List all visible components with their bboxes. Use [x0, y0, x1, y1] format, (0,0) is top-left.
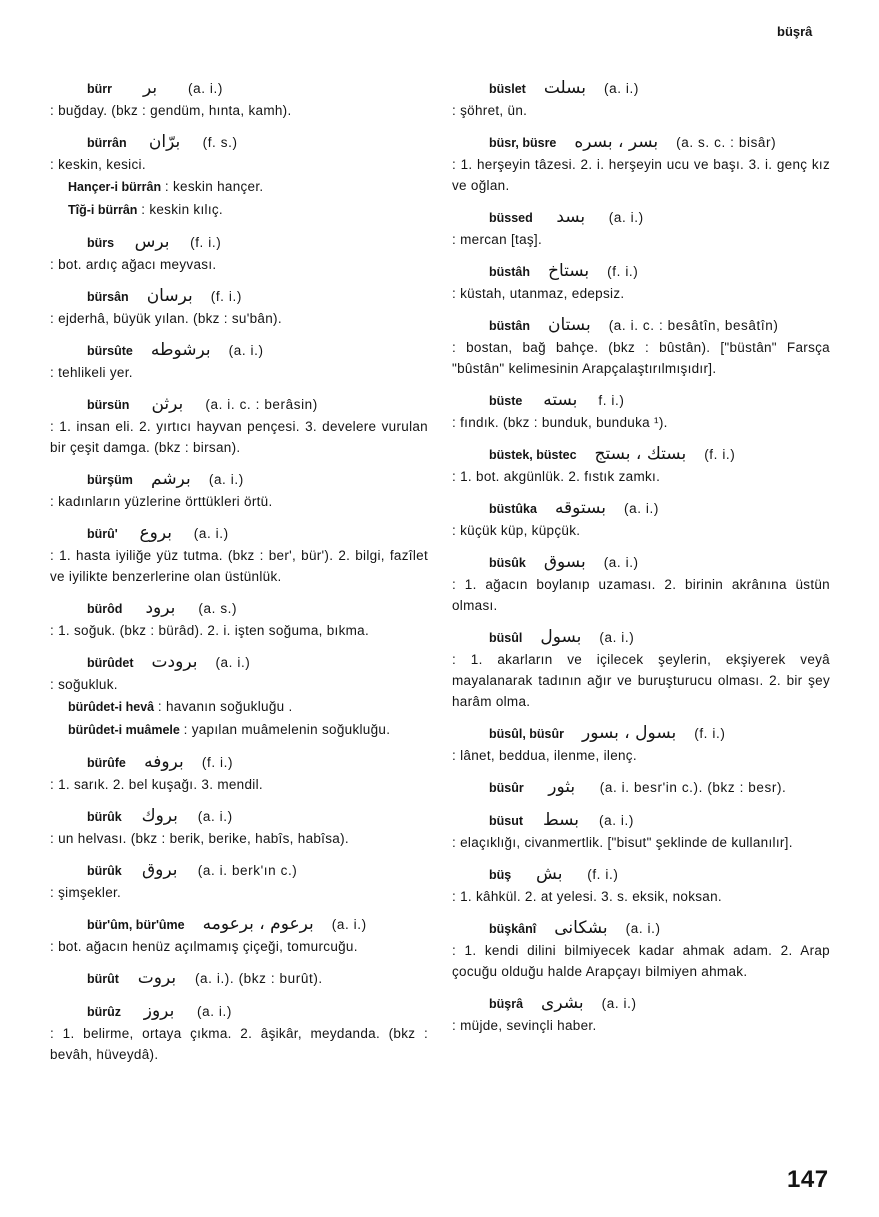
entry-grammar: (a. i.). (bkz : burût). [194, 971, 323, 986]
entry-arabic-script: بش [536, 864, 563, 884]
entry-grammar: (f. i.) [587, 867, 619, 882]
sub-entry [50, 696, 428, 718]
entry-lemma: büslet [489, 82, 526, 96]
entry-lemma: bürs [87, 236, 115, 250]
entry-lemma: büşrâ [489, 997, 524, 1011]
entry-definition: : fındık. (bkz : bunduk, bunduka ¹). [452, 415, 668, 430]
entry-grammar: (a. i. c. : besâtîn, besâtîn) [608, 318, 779, 333]
entry-lemma: bürrân [87, 136, 127, 150]
entry-definition: : ejderhâ, büyük yılan. (bkz : su'bân). [50, 311, 282, 326]
entry-lemma: bürôd [87, 602, 123, 616]
entry-grammar: (a. i.) [625, 921, 661, 936]
entry-headline [452, 627, 830, 649]
entry-headline [452, 552, 830, 574]
entry-lemma: bürşüm [87, 473, 133, 487]
sub-entry [50, 719, 428, 741]
entry-lemma: büsûr [489, 781, 524, 795]
dictionary-entry [50, 806, 428, 849]
entry-headline [452, 261, 830, 283]
entry-lemma: büstân [489, 319, 530, 333]
entry-definition: : lânet, beddua, ilenme, ilenç. [452, 748, 637, 763]
entry-definition: : mercan [taş]. [452, 232, 543, 247]
entry-headline [50, 860, 428, 882]
entry-grammar: (f. i.) [190, 235, 222, 250]
entry-lemma: bürr [87, 82, 112, 96]
entry-arabic-script: برّان [148, 132, 181, 152]
entry-definition: : 1. kendi dilini bilmiyecek kadar ahmak adam. 2. Arap çocuğu olduğu halde Arapçayı bilmiyen ahmak. [452, 943, 830, 979]
entry-lemma: bürût [87, 972, 119, 986]
dictionary-entry [50, 1001, 428, 1065]
sub-entry-definition: : yapılan muâmelenin soğukluğu. [183, 722, 391, 737]
entry-lemma: büstâh [489, 265, 530, 279]
entry-lemma: bürûfe [87, 756, 126, 770]
entry-headline [452, 993, 830, 1015]
entry-definition: : 1. ağacın boylanıp uzaması. 2. birinin akrânına üstün olması. [452, 577, 830, 613]
dictionary-entry [452, 261, 830, 304]
entry-headline [452, 444, 830, 466]
entry-definition: : 1. herşeyin tâzesi. 2. i. herşeyin ucu ve başı. 3. i. genç kız ve oğlan. [452, 157, 830, 193]
entry-lemma: büsut [489, 814, 524, 828]
dictionary-entry [452, 78, 830, 121]
entry-definition: : 1. bot. akgünlük. 2. fıstık zamkı. [452, 469, 661, 484]
sub-entry-definition: : havanın soğukluğu . [157, 699, 293, 714]
page-number: 147 [787, 1166, 829, 1193]
entry-headline [50, 78, 428, 100]
entry-headline [50, 394, 428, 416]
entry-definition: : küçük küp, küpçük. [452, 523, 581, 538]
entry-grammar: (a. i.) [208, 472, 244, 487]
entry-lemma: büş [489, 868, 512, 882]
entry-arabic-script: بشرى [541, 993, 584, 1013]
entry-grammar: (f. i.) [704, 447, 736, 462]
dictionary-entry [452, 207, 830, 250]
dictionary-entry [50, 132, 428, 221]
entry-grammar: (a. i.) [603, 555, 639, 570]
entry-arabic-script: بسد [556, 207, 586, 227]
entry-arabic-script: برثن [151, 394, 184, 414]
entry-grammar: (f. i.) [210, 289, 242, 304]
dictionary-entry [50, 860, 428, 903]
entry-definition: : buğday. (bkz : gendüm, hınta, kamh). [50, 103, 292, 118]
entry-lemma: bürû' [87, 527, 118, 541]
entry-lemma: büsûk [489, 556, 526, 570]
entry-headline [50, 286, 428, 308]
entry-arabic-script: بسوق [543, 552, 586, 572]
entry-headline [50, 469, 428, 491]
entry-arabic-script: برعوم ، برعومه [202, 914, 314, 934]
entry-grammar: (a. i.) [604, 81, 639, 96]
entry-lemma: bürûk [87, 864, 122, 878]
right-column [452, 78, 830, 1047]
dictionary-entry [50, 232, 428, 275]
entry-lemma: büsûl, büsûr [489, 727, 564, 741]
entry-definition: : bot. ardıç ağacı meyvası. [50, 257, 217, 272]
entry-arabic-script: برودت [151, 652, 198, 672]
entry-grammar: (a. s.) [198, 601, 238, 616]
dictionary-entry [50, 286, 428, 329]
entry-arabic-script: بسول ، بسور [582, 723, 677, 743]
entry-lemma: büstûka [489, 502, 537, 516]
entry-headline [50, 598, 428, 620]
entry-lemma: bürûk [87, 810, 122, 824]
entry-lemma: bürsün [87, 398, 130, 412]
entry-headline [50, 232, 428, 254]
entry-arabic-script: بسر ، بسره [574, 132, 659, 152]
entry-grammar: (a. s. c. : bisâr) [676, 135, 777, 150]
sub-entry [50, 199, 428, 221]
entry-lemma: bürsûte [87, 344, 133, 358]
entry-headline [50, 340, 428, 362]
entry-definition: : şimşekler. [50, 885, 122, 900]
entry-lemma: büsûl [489, 631, 523, 645]
entry-lemma: büşkânî [489, 922, 537, 936]
entry-definition: : 1. kâhkül. 2. at yelesi. 3. s. eksik, noksan. [452, 889, 722, 904]
entry-definition: : 1. soğuk. (bkz : bürâd). 2. i. işten soğuma, bıkma. [50, 623, 370, 638]
sub-entry-definition: : keskin kılıç. [141, 202, 223, 217]
dictionary-entry [452, 918, 830, 982]
entry-arabic-script: برسان [146, 286, 193, 306]
entry-arabic-script: بروع [139, 523, 172, 543]
dictionary-entry [452, 810, 830, 853]
entry-definition: : 1. insan eli. 2. yırtıcı hayvan pençesi. 3. develere vurulan bir çeşit damga. (bkz : birsan). [50, 419, 428, 455]
entry-arabic-script: بسته [543, 390, 578, 410]
dictionary-entry [452, 723, 830, 766]
dictionary-entry [452, 315, 830, 379]
entry-definition: : tehlikeli yer. [50, 365, 133, 380]
entry-arabic-script: برشوطه [150, 340, 211, 360]
entry-headline [50, 968, 428, 990]
entry-grammar: (a. i.) [624, 501, 659, 516]
entry-arabic-script: برود [145, 598, 176, 618]
entry-arabic-script: بستاخ [547, 261, 590, 281]
dictionary-entry [50, 340, 428, 383]
entry-arabic-script: بستان [547, 315, 591, 335]
entry-arabic-script: بروق [141, 860, 178, 880]
entry-grammar: (a. i. c. : berâsin) [205, 397, 318, 412]
entry-arabic-script: بستك ، بستج [594, 444, 687, 464]
entry-lemma: bürûdet [87, 656, 134, 670]
entry-lemma: büste [489, 394, 523, 408]
entry-grammar: (f. i.) [694, 726, 726, 741]
page-guide-word: büşrâ [777, 24, 813, 39]
entry-headline [50, 132, 428, 154]
entry-lemma: büsr, büsre [489, 136, 557, 150]
left-column [50, 78, 428, 1076]
entry-headline [452, 78, 830, 100]
entry-grammar: (f. s.) [202, 135, 238, 150]
sub-entry [50, 176, 428, 198]
entry-grammar: (a. i. besr'in c.). (bkz : besr). [599, 780, 787, 795]
dictionary-entry [50, 523, 428, 587]
entry-definition: : kadınların yüzlerine örttükleri örtü. [50, 494, 273, 509]
dictionary-entry [452, 552, 830, 616]
dictionary-entry [50, 78, 428, 121]
entry-headline [50, 523, 428, 545]
entry-arabic-script: بروفه [144, 752, 184, 772]
entry-grammar: (a. i.) [601, 996, 637, 1011]
entry-grammar: (a. i.) [188, 81, 223, 96]
dictionary-entry [452, 993, 830, 1036]
entry-arabic-script: بستوقه [554, 498, 606, 518]
entry-arabic-script: بروز [143, 1001, 175, 1021]
sub-entry-lemma: Hançer-i bürrân [68, 180, 162, 194]
entry-headline [452, 498, 830, 520]
entry-grammar: (a. i.) [331, 917, 367, 932]
dictionary-entry [50, 394, 428, 458]
dictionary-entry [452, 777, 830, 799]
entry-grammar: (a. i.) [599, 630, 635, 645]
entry-lemma: bürûz [87, 1005, 122, 1019]
entry-grammar: (a. i.) [228, 343, 264, 358]
dictionary-entry [50, 752, 428, 795]
entry-lemma: bür'ûm, bür'ûme [87, 918, 185, 932]
entry-definition: : 1. akarların ve içilecek şeylerin, ekşiyerek veyâ mayalanarak tadının ağır ve buruşturucu olması. 2. bir şey harâm olma. [452, 652, 830, 709]
dictionary-entry [452, 444, 830, 487]
entry-headline [452, 864, 830, 886]
entry-grammar: (a. i.) [608, 210, 644, 225]
dictionary-entry [50, 652, 428, 741]
dictionary-entry [50, 968, 428, 990]
entry-grammar: (a. i.) [193, 526, 229, 541]
entry-grammar: (a. i.) [197, 1004, 232, 1019]
entry-headline [50, 652, 428, 674]
dictionary-entry [452, 498, 830, 541]
entry-definition: : keskin, kesici. [50, 157, 146, 172]
entry-arabic-script: بر [142, 78, 158, 98]
entry-definition: : soğukluk. [50, 677, 118, 692]
entry-definition: : şöhret, ün. [452, 103, 528, 118]
entry-headline [452, 132, 830, 154]
dictionary-entry [452, 390, 830, 433]
dictionary-entry [452, 132, 830, 196]
entry-grammar: f. i.) [598, 393, 625, 408]
entry-grammar: (a. i.) [197, 809, 233, 824]
entry-arabic-script: برس [134, 232, 170, 252]
entry-definition: : elaçıklığı, civanmertlik. ["bisut" şeklinde de kullanılır]. [452, 835, 793, 850]
entry-arabic-script: برشم [151, 469, 191, 489]
entry-headline [452, 207, 830, 229]
entry-headline [452, 777, 830, 799]
entry-headline [452, 810, 830, 832]
entry-arabic-script: بسلت [543, 78, 587, 98]
dictionary-entry [50, 598, 428, 641]
entry-headline [452, 723, 830, 745]
entry-headline [50, 752, 428, 774]
entry-grammar: (f. i.) [201, 755, 234, 770]
sub-entry-lemma: Tîğ-i bürrân [68, 203, 138, 217]
entry-headline [50, 914, 428, 936]
sub-entry-lemma: bürûdet-i hevâ [68, 700, 155, 714]
entry-definition: : 1. hasta iyiliğe yüz tutma. (bkz : ber', bür'). 2. bilgi, fazîlet ve iyilikte benzerlerine olan üstünlük. [50, 548, 428, 584]
entry-arabic-script: بسول [540, 627, 582, 647]
entry-headline [452, 918, 830, 940]
entry-definition: : bostan, bağ bahçe. (bkz : bûstân). ["büstân" Farsça "bûstân" kelimesinin Arapçalaştırılmışıdır]. [452, 340, 830, 376]
entry-grammar: (a. i.) [215, 655, 251, 670]
entry-grammar: (a. i.) [599, 813, 634, 828]
dictionary-entry [50, 914, 428, 957]
entry-headline [452, 315, 830, 337]
entry-lemma: büstek, büstec [489, 448, 577, 462]
entry-definition: : 1. sarık. 2. bel kuşağı. 3. mendil. [50, 777, 263, 792]
entry-headline [452, 390, 830, 412]
sub-entry-definition: : keskin hançer. [164, 179, 264, 194]
entry-grammar: (f. i.) [607, 264, 639, 279]
dictionary-entry [452, 627, 830, 712]
dictionary-entry [452, 864, 830, 907]
entry-lemma: bürsân [87, 290, 129, 304]
entry-arabic-script: بروت [137, 968, 177, 988]
entry-headline [50, 806, 428, 828]
entry-headline [50, 1001, 428, 1023]
entry-arabic-script: بثور [548, 777, 576, 797]
sub-entry-lemma: bürûdet-i muâmele [68, 723, 180, 737]
entry-arabic-script: بشكانى [554, 918, 608, 938]
entry-grammar: (a. i. berk'ın c.) [197, 863, 298, 878]
entry-definition: : müjde, sevinçli haber. [452, 1018, 597, 1033]
entry-definition: : küstah, utanmaz, edepsiz. [452, 286, 625, 301]
entry-definition: : bot. ağacın henüz açılmamış çiçeği, tomurcuğu. [50, 939, 358, 954]
entry-arabic-script: بسط [543, 810, 580, 830]
entry-definition: : un helvası. (bkz : berik, berike, habîs, habîsa). [50, 831, 349, 846]
entry-arabic-script: بروك [141, 806, 178, 826]
entry-lemma: büssed [489, 211, 533, 225]
entry-definition: : 1. belirme, ortaya çıkma. 2. âşikâr, meydanda. (bkz : bevâh, hüveydâ). [50, 1026, 428, 1062]
dictionary-entry [50, 469, 428, 512]
